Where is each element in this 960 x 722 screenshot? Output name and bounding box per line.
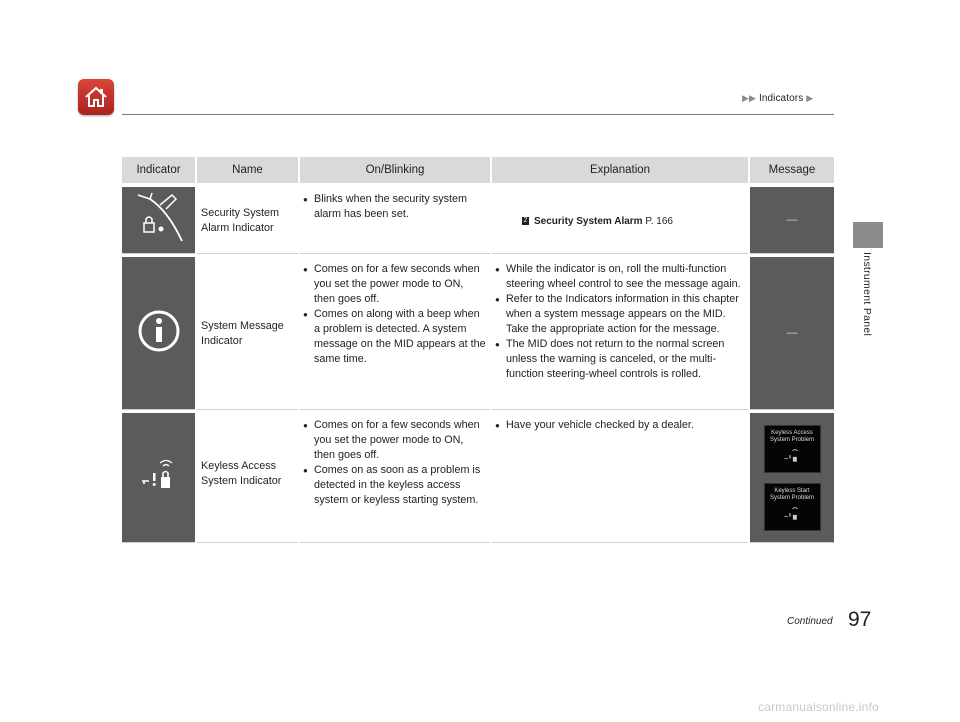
message-none: —	[786, 326, 798, 339]
table-row	[122, 254, 834, 410]
home-button[interactable]	[78, 79, 114, 115]
header-rule	[122, 114, 834, 115]
header-indicator: Indicator	[122, 157, 195, 184]
indicator-cell	[122, 410, 195, 543]
indicator-name: Security System Alarm Indicator	[201, 207, 279, 234]
system-message-icon	[137, 309, 181, 353]
indicator-name: System Message Indicator	[201, 320, 284, 347]
on-blinking-cell	[300, 254, 490, 410]
reference-page: P. 166	[645, 216, 673, 227]
cross-reference-link[interactable]	[492, 187, 748, 229]
on-blinking-cell	[300, 184, 490, 254]
section-label: Instrument Panel	[861, 252, 873, 337]
table-row	[122, 184, 834, 254]
message-cell	[750, 410, 834, 543]
explanation-item: ● While the indicator is on, roll the multi-function steering wheel control to see the message again.	[506, 262, 744, 292]
keyless-access-icon	[139, 459, 179, 491]
home-icon	[83, 85, 109, 109]
breadcrumb[interactable]	[742, 93, 813, 104]
message-none: —	[786, 213, 798, 226]
name-cell	[197, 254, 298, 410]
name-cell	[197, 184, 298, 254]
on-blinking-item: ● Blinks when the security system alarm has been set.	[314, 192, 486, 222]
indicator-name: Keyless Access System Indicator	[201, 460, 282, 487]
explanation-cell	[492, 254, 748, 410]
explanation-cell	[492, 184, 748, 254]
name-cell	[197, 410, 298, 543]
header-name: Name	[197, 157, 298, 184]
on-blinking-item: ● Comes on along with a beep when a problem is detected. A system message on the MID appears at the same time.	[314, 307, 486, 367]
continued-label: Continued	[787, 616, 833, 627]
page-number: 97	[848, 608, 872, 631]
explanation-item: ● Refer to the Indicators information in this chapter when a system message appears on the MID. Take the appropriate action for the message.	[506, 292, 744, 337]
security-alarm-icon	[130, 189, 188, 247]
message-cell	[750, 254, 834, 410]
table-header-row	[122, 157, 834, 184]
reference-title: Security System Alarm	[534, 216, 643, 227]
reference-arrow-icon: 2	[523, 217, 528, 225]
on-blinking-cell	[300, 410, 490, 543]
mid-message-text: Keyless Access System Problem	[769, 429, 814, 443]
breadcrumb-indicators: Indicators	[758, 93, 804, 104]
explanation-item: ● Have your vehicle checked by a dealer.	[506, 418, 744, 433]
explanation-cell	[492, 410, 748, 543]
explanation-item: ● The MID does not return to the normal screen unless the warning is canceled, or the multi-function steering-wheel controls is rolled.	[506, 337, 744, 382]
mid-message-screen	[764, 483, 821, 531]
header-on-blinking: On/Blinking	[300, 157, 490, 184]
on-blinking-item: ● Comes on for a few seconds when you set the power mode to ON, then goes off.	[314, 418, 486, 463]
section-tab[interactable]	[853, 222, 883, 248]
breadcrumb-end-arrow: ▶	[806, 93, 814, 103]
indicator-cell	[122, 254, 195, 410]
keyless-access-small-icon	[783, 507, 801, 521]
mid-message-screen	[764, 425, 821, 473]
keyless-access-small-icon	[783, 449, 801, 463]
watermark: carmanualsonline.info	[758, 700, 879, 714]
indicator-table	[120, 157, 836, 543]
breadcrumb-arrows: ▶▶	[742, 93, 757, 103]
header-message: Message	[750, 157, 834, 184]
mid-message-text: Keyless Start System Problem	[769, 487, 814, 501]
header-explanation: Explanation	[492, 157, 748, 184]
on-blinking-item: ● Comes on for a few seconds when you set the power mode to ON, then goes off.	[314, 262, 486, 307]
message-cell	[750, 184, 834, 254]
indicator-cell	[122, 184, 195, 254]
on-blinking-item: ● Comes on as soon as a problem is detected in the keyless access system or keyless starting system.	[314, 463, 486, 508]
table-row	[122, 410, 834, 543]
